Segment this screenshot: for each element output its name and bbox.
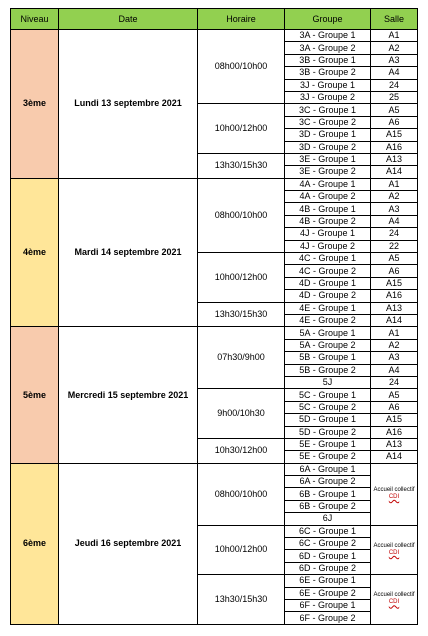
salle-cell: A1 <box>371 178 418 190</box>
salle-cell: A14 <box>371 314 418 326</box>
horaire-cell: 13h30/15h30 <box>198 575 285 625</box>
table-row <box>11 463 418 475</box>
groupe-cell: 5C - Groupe 2 <box>285 401 371 413</box>
groupe-cell: 3J - Groupe 2 <box>285 91 371 103</box>
salle-cell: A5 <box>371 253 418 265</box>
groupe-cell: 6A - Groupe 1 <box>285 463 371 475</box>
salle-cell: A4 <box>371 364 418 376</box>
salle-cell: A4 <box>371 67 418 79</box>
horaire-cell: 10h00/12h00 <box>198 525 285 575</box>
schedule-body <box>11 30 418 625</box>
horaire-cell: 08h00/10h00 <box>198 30 285 104</box>
salle-cell: A3 <box>371 352 418 364</box>
horaire-cell: 10h00/12h00 <box>198 104 285 154</box>
salle-cell: A16 <box>371 426 418 438</box>
horaire-cell: 08h00/10h00 <box>198 178 285 252</box>
groupe-cell: 6C - Groupe 1 <box>285 525 371 537</box>
header-salle: Salle <box>371 9 418 30</box>
groupe-cell: 5D - Groupe 2 <box>285 426 371 438</box>
groupe-cell: 6F - Groupe 2 <box>285 612 371 624</box>
salle-note-cell: Accueil collectif CDI <box>371 575 418 625</box>
groupe-cell: 6E - Groupe 1 <box>285 575 371 587</box>
groupe-cell: 5E - Groupe 2 <box>285 451 371 463</box>
salle-cell: A6 <box>371 116 418 128</box>
schedule-table <box>10 8 418 625</box>
table-row <box>11 178 418 190</box>
salle-note-cell: Accueil collectif CDI <box>371 463 418 525</box>
salle-cell: A5 <box>371 389 418 401</box>
date-cell: Lundi 13 septembre 2021 <box>59 30 198 179</box>
table-row <box>11 327 418 339</box>
groupe-cell: 5E - Groupe 1 <box>285 438 371 450</box>
groupe-cell: 4D - Groupe 1 <box>285 277 371 289</box>
salle-cell: 24 <box>371 376 418 388</box>
groupe-cell: 5D - Groupe 1 <box>285 414 371 426</box>
date-cell: Mardi 14 septembre 2021 <box>59 178 198 327</box>
salle-cell: A13 <box>371 438 418 450</box>
salle-cell: A3 <box>371 54 418 66</box>
salle-cell: A15 <box>371 277 418 289</box>
salle-cell: A16 <box>371 141 418 153</box>
groupe-cell: 3J - Groupe 1 <box>285 79 371 91</box>
spellcheck-word: CDI <box>388 549 400 556</box>
groupe-cell: 6F - Groupe 1 <box>285 599 371 611</box>
groupe-cell: 4B - Groupe 2 <box>285 215 371 227</box>
groupe-cell: 4A - Groupe 1 <box>285 178 371 190</box>
horaire-cell: 10h30/12h00 <box>198 438 285 463</box>
groupe-cell: 6J <box>285 513 371 525</box>
salle-cell: A1 <box>371 327 418 339</box>
horaire-cell: 13h30/15h30 <box>198 153 285 178</box>
horaire-cell: 08h00/10h00 <box>198 463 285 525</box>
salle-cell: A13 <box>371 302 418 314</box>
niveau-cell: 5ème <box>11 327 59 463</box>
salle-cell: A6 <box>371 265 418 277</box>
salle-cell: A16 <box>371 290 418 302</box>
horaire-cell: 9h00/10h30 <box>198 389 285 439</box>
table-row <box>11 30 418 42</box>
spellcheck-word: CDI <box>388 494 400 501</box>
niveau-cell: 6ème <box>11 463 59 624</box>
groupe-cell: 5C - Groupe 1 <box>285 389 371 401</box>
groupe-cell: 6B - Groupe 2 <box>285 500 371 512</box>
salle-cell: A14 <box>371 166 418 178</box>
groupe-cell: 3C - Groupe 2 <box>285 116 371 128</box>
groupe-cell: 6A - Groupe 2 <box>285 476 371 488</box>
groupe-cell: 4C - Groupe 1 <box>285 253 371 265</box>
groupe-cell: 3B - Groupe 2 <box>285 67 371 79</box>
horaire-cell: 10h00/12h00 <box>198 253 285 303</box>
salle-cell: A13 <box>371 153 418 165</box>
groupe-cell: 4D - Groupe 2 <box>285 290 371 302</box>
groupe-cell: 6D - Groupe 2 <box>285 562 371 574</box>
salle-cell: A1 <box>371 30 418 42</box>
salle-cell: A2 <box>371 42 418 54</box>
header-row <box>11 9 418 30</box>
groupe-cell: 3A - Groupe 1 <box>285 30 371 42</box>
groupe-cell: 3D - Groupe 2 <box>285 141 371 153</box>
spellcheck-word: CDI <box>388 599 400 606</box>
groupe-cell: 3D - Groupe 1 <box>285 129 371 141</box>
salle-cell: 22 <box>371 240 418 252</box>
salle-cell: A2 <box>371 191 418 203</box>
groupe-cell: 6E - Groupe 2 <box>285 587 371 599</box>
groupe-cell: 3A - Groupe 2 <box>285 42 371 54</box>
salle-cell: A5 <box>371 104 418 116</box>
salle-cell: 24 <box>371 228 418 240</box>
salle-cell: 25 <box>371 91 418 103</box>
salle-note-cell: Accueil collectif CDI <box>371 525 418 575</box>
groupe-cell: 6C - Groupe 2 <box>285 538 371 550</box>
salle-cell: A6 <box>371 401 418 413</box>
groupe-cell: 4A - Groupe 2 <box>285 191 371 203</box>
horaire-cell: 07h30/9h00 <box>198 327 285 389</box>
salle-cell: A15 <box>371 129 418 141</box>
salle-cell: A4 <box>371 215 418 227</box>
groupe-cell: 3E - Groupe 1 <box>285 153 371 165</box>
groupe-cell: 5A - Groupe 1 <box>285 327 371 339</box>
header-niveau: Niveau <box>11 9 59 30</box>
groupe-cell: 6B - Groupe 1 <box>285 488 371 500</box>
date-cell: Jeudi 16 septembre 2021 <box>59 463 198 624</box>
salle-cell: A15 <box>371 414 418 426</box>
groupe-cell: 5J <box>285 376 371 388</box>
salle-cell: 24 <box>371 79 418 91</box>
niveau-cell: 3ème <box>11 30 59 179</box>
salle-cell: A3 <box>371 203 418 215</box>
header-horaire: Horaire <box>198 9 285 30</box>
horaire-cell: 13h30/15h30 <box>198 302 285 327</box>
groupe-cell: 5B - Groupe 1 <box>285 352 371 364</box>
schedule-sheet <box>10 8 418 625</box>
groupe-cell: 3C - Groupe 1 <box>285 104 371 116</box>
header-groupe: Groupe <box>285 9 371 30</box>
header-date: Date <box>59 9 198 30</box>
groupe-cell: 4J - Groupe 1 <box>285 228 371 240</box>
salle-cell: A14 <box>371 451 418 463</box>
date-cell: Mercredi 15 septembre 2021 <box>59 327 198 463</box>
salle-cell: A2 <box>371 339 418 351</box>
groupe-cell: 6D - Groupe 1 <box>285 550 371 562</box>
groupe-cell: 3B - Groupe 1 <box>285 54 371 66</box>
groupe-cell: 4E - Groupe 1 <box>285 302 371 314</box>
niveau-cell: 4ème <box>11 178 59 327</box>
groupe-cell: 3E - Groupe 2 <box>285 166 371 178</box>
groupe-cell: 4B - Groupe 1 <box>285 203 371 215</box>
groupe-cell: 5A - Groupe 2 <box>285 339 371 351</box>
groupe-cell: 5B - Groupe 2 <box>285 364 371 376</box>
groupe-cell: 4E - Groupe 2 <box>285 314 371 326</box>
groupe-cell: 4J - Groupe 2 <box>285 240 371 252</box>
groupe-cell: 4C - Groupe 2 <box>285 265 371 277</box>
